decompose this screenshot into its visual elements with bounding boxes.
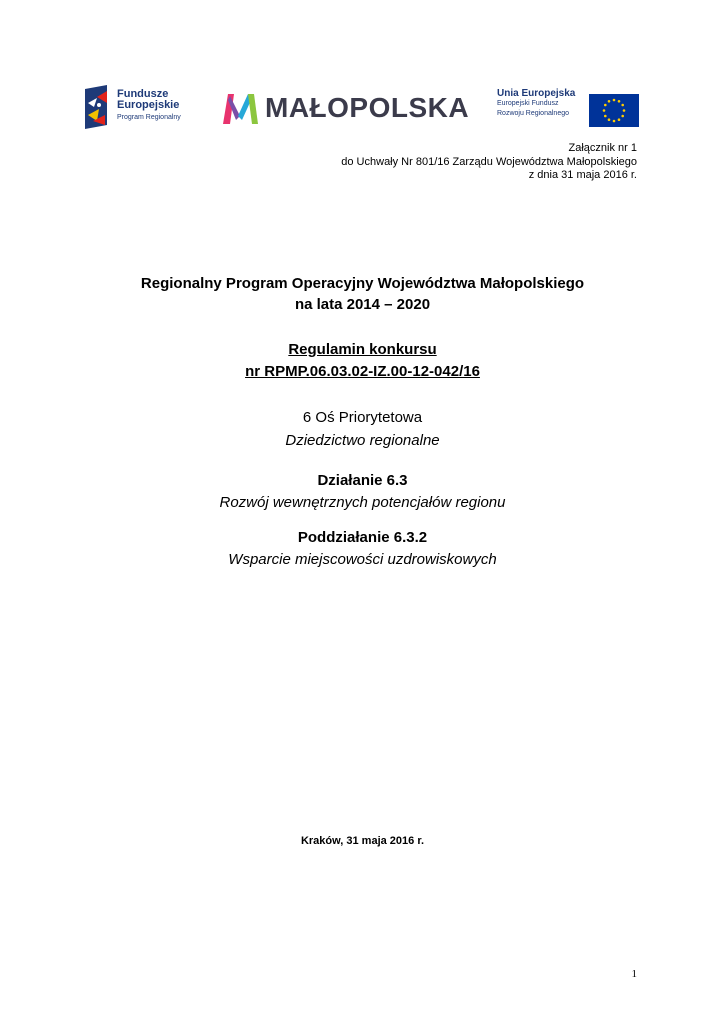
regulamin-title [0, 339, 725, 383]
annex-header [341, 142, 637, 183]
unia-line2: Europejski Fundusz [497, 100, 559, 107]
page-number: 1 [631, 968, 637, 980]
regulamin-number: nr RPMP.06.03.02-IZ.00-12-042/16 [245, 363, 480, 380]
fundusze-line2: Europejskie [117, 99, 180, 111]
unia-line1: Unia Europejska [497, 88, 576, 99]
malopolska-logo [220, 90, 470, 126]
unia-europejska-logo [497, 89, 642, 129]
annex-date: z dnia 31 maja 2016 r. [528, 169, 637, 181]
fundusze-europejskie-logo [85, 85, 205, 129]
priority-axis-name: Dziedzictwo regionalne [285, 432, 440, 449]
subaction-label: Poddziałanie 6.3.2 [297, 529, 428, 546]
unia-line3: Rozwoju Regionalnego [497, 110, 569, 117]
action-name: Rozwój wewnętrznych potencjałów regionu [219, 494, 506, 511]
priority-axis-label: 6 Oś Priorytetowa [302, 409, 423, 426]
regulamin-title-line1: Regulamin konkursu [288, 341, 437, 358]
priority-axis [0, 406, 725, 452]
action-label: Działanie 6.3 [317, 472, 408, 489]
action-section [0, 470, 725, 514]
program-title-line1: Regionalny Program Operacyjny Województwa Małopolskiego [140, 275, 585, 292]
annex-number: Załącznik nr 1 [568, 142, 637, 154]
program-title [0, 273, 725, 315]
place-date: Kraków, 31 maja 2016 r. [300, 835, 425, 847]
malopolska-m-emblem-icon [220, 90, 260, 126]
annex-resolution: do Uchwały Nr 801/16 Zarządu Województwa Małopolskiego [341, 155, 637, 168]
subaction-name: Wsparcie miejscowości uzdrowiskowych [228, 551, 497, 568]
program-title-line2: na lata 2014 – 2020 [294, 296, 431, 313]
fundusze-europejskie-emblem-icon [85, 85, 115, 129]
subaction-section [0, 527, 725, 571]
eu-flag-icon [589, 94, 639, 127]
logo-bar [0, 82, 725, 132]
fundusze-line1: Fundusze [117, 88, 169, 100]
malopolska-wordmark: MAŁOPOLSKA [265, 92, 470, 123]
fundusze-line3: Program Regionalny [117, 114, 181, 121]
